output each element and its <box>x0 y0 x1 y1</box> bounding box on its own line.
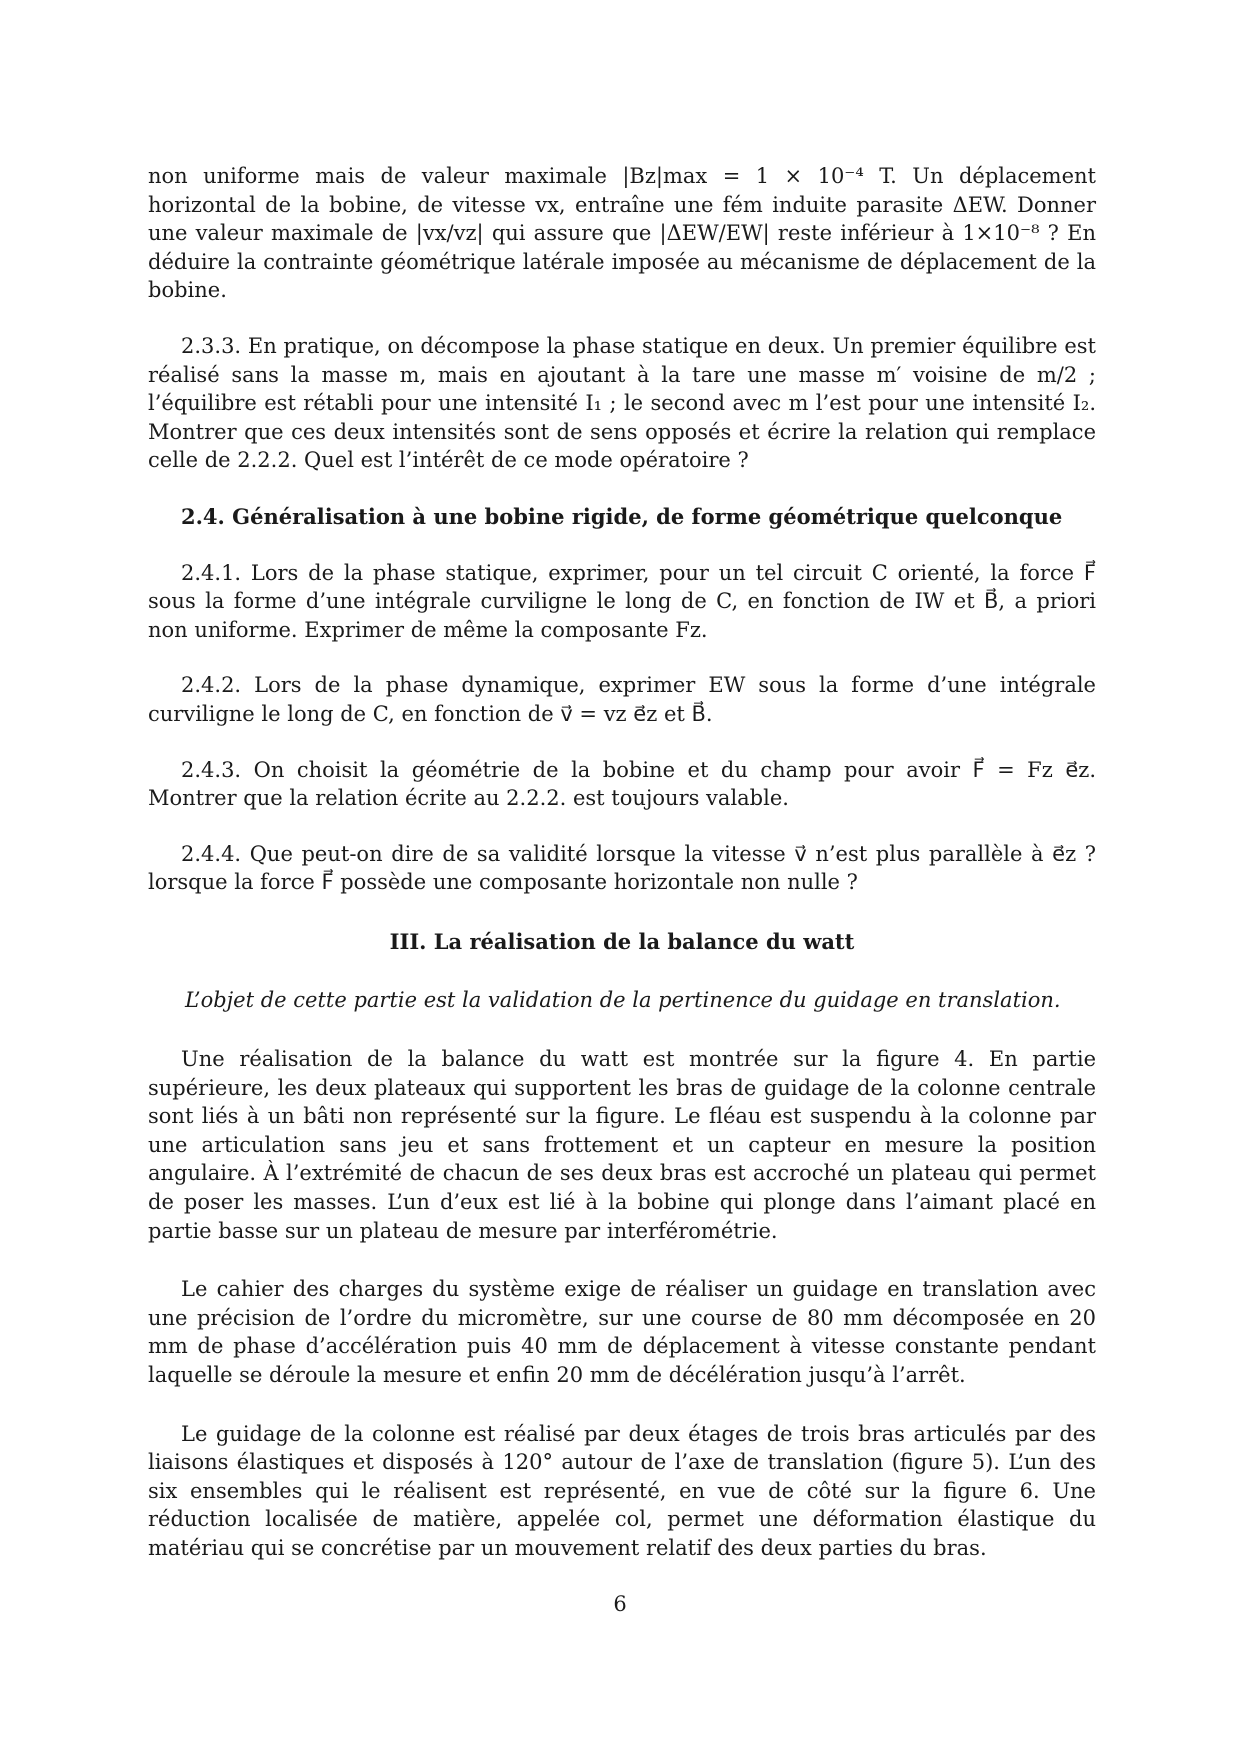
section-heading-2-4: 2.4. Généralisation à une bobine rigide, de forme géométrique quelconque <box>181 503 1063 529</box>
part-intro: L’objet de cette partie est la validation de la pertinence du guidage en translation. <box>185 988 1061 1013</box>
paragraph-2-4-4: 2.4.4. Que peut-on dire de sa validité lorsque la vitesse v⃗ n’est plus parallèle à e⃗z ? lorsque la force F⃗ possède une composante horizontale non nulle ? <box>148 841 1096 895</box>
paragraph-2-4-1: 2.4.1. Lors de la phase statique, exprimer, pour un tel circuit C orienté, la force F⃗ sous la forme d’une intégrale curviligne le long de C, en fonction de IW et B⃗, a priori non uniforme. Exprimer de même la composante Fz. <box>148 560 1096 642</box>
paragraph-2-4-2: 2.4.2. Lors de la phase dynamique, exprimer EW sous la forme d’une intégrale curviligne le long de C, en fonction de v⃗ = vz e⃗z et B⃗. <box>148 673 1096 726</box>
paragraph-guidage: Le guidage de la colonne est réalisé par deux étages de trois bras articulés par des liaisons élastiques et disposés à 120° autour de l’axe de translation (figure 5). L’un des six ensembles qui le réalisent est représenté, en vue de côté sur la figure 6. Une réduction localisée de matière, appelée col, permet une déformation élastique du matériau qui se concrétise par un mouvement relatif des deux parties du bras. <box>148 1421 1096 1560</box>
paragraph-continuation: non uniforme mais de valeur maximale |Bz|max = 1 × 10⁻⁴ T. Un déplacement horizontal de la bobine, de vitesse vx, entraîne une fém induite parasite ΔEW. Donner une valeur maximale de |vx/vz| qui assure que |ΔEW/EW| reste inférieur à 1×10⁻⁸ ? En déduire la contrainte géométrique latérale imposée au mécanisme de déplacement de la bobine. <box>148 164 1096 303</box>
paragraph-cahier-des-charges: Le cahier des charges du système exige de réaliser un guidage en translation avec une précision de l’ordre du micromètre, sur une course de 80 mm décomposée en 20 mm de phase d’accélération puis 40 mm de déplacement à vitesse constante pendant laquelle se déroule la mesure et enfin 20 mm de décélération jusqu’à l’arrêt. <box>148 1277 1096 1387</box>
part-heading-iii: III. La réalisation de la balance du watt <box>389 928 855 954</box>
page-number: 6 <box>613 1592 627 1616</box>
paragraph-figure-4: Une réalisation de la balance du watt est montrée sur la figure 4. En partie supérieure, les deux plateaux qui supportent les bras de guidage de la colonne centrale sont liés à un bâti non représenté sur la figure. Le fléau est suspendu à la colonne par une articulation sans jeu et sans frottement et un capteur en mesure la position angulaire. À l’extrémité de chacun de ses deux bras est accroché un plateau qui permet de poser les masses. L’un d’eux est lié à la bobine qui plonge dans l’aimant placé en partie basse sur un plateau de mesure par interférométrie. <box>148 1047 1096 1243</box>
paragraph-2-3-3: 2.3.3. En pratique, on décompose la phase statique en deux. Un premier équilibre est réalisé sans la masse m, mais en ajoutant à la tare une masse m′ voisine de m/2 ; l’équilibre est rétabli pour une intensité I₁ ; le second avec m l’est pour une intensité I₂. Montrer que ces deux intensités sont de sens opposés et écrire la relation qui remplace celle de 2.2.2. Quel est l’intérêt de ce mode opératoire ? <box>148 333 1096 473</box>
paragraph-2-4-3: 2.4.3. On choisit la géométrie de la bobine et du champ pour avoir F⃗ = Fz e⃗z. Montrer que la relation écrite au 2.2.2. est toujours valable. <box>148 757 1096 811</box>
page-body <box>148 162 1096 1563</box>
